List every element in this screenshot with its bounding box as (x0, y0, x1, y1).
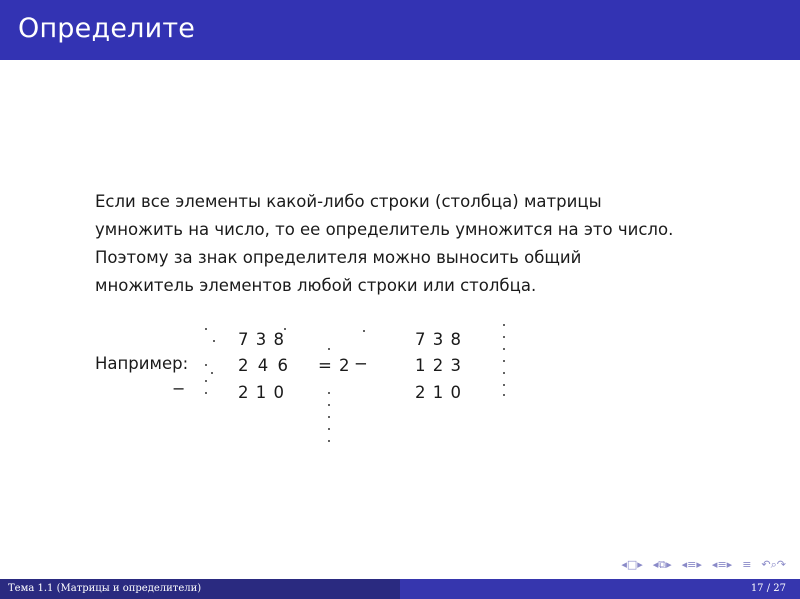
nav-section-prev-icon[interactable]: ◂≡▸ (681, 558, 702, 571)
left-matrix-row: 2 4 6 (238, 356, 289, 375)
equals-sign: = (318, 356, 333, 375)
footer-page-number: 17 / 27 (400, 579, 800, 599)
minus-sign-left: − (172, 379, 186, 398)
determinant-bar-dot (328, 416, 330, 418)
determinant-bar-dot (328, 348, 330, 350)
right-matrix-row: 7 3 8 (415, 330, 462, 349)
left-matrix-row: 2 1 0 (238, 383, 285, 402)
determinant-bar-dot (503, 336, 505, 338)
determinant-bar-dot (213, 340, 215, 342)
right-matrix-row: 1 2 3 (415, 356, 462, 375)
determinant-bar-dot (205, 364, 207, 366)
minus-sign-right: − (354, 354, 369, 373)
example-label: Например: (95, 354, 189, 373)
footer-topic: Тема 1.1 (Матрицы и определители) (0, 579, 400, 599)
nav-search-icon[interactable]: ↶⌕↷ (761, 558, 786, 571)
determinant-bar-dot (328, 428, 330, 430)
determinant-bar-dot (503, 372, 505, 374)
slide-header (0, 0, 800, 60)
determinant-bar-dot (328, 392, 330, 394)
nav-section-next-icon[interactable]: ◂≡▸ (711, 558, 733, 571)
determinant-bar-dot (503, 348, 505, 350)
determinant-bar-dot (211, 372, 213, 374)
slide-footer (0, 579, 800, 599)
paragraph-line: Поэтому за знак определителя можно выносить общий (95, 248, 582, 267)
determinant-bar-dot (328, 404, 330, 406)
nav-subsection-prev-icon[interactable]: ◂⧉▸ (652, 558, 672, 571)
determinant-bar-dot (503, 384, 505, 386)
determinant-bar-dot (328, 440, 330, 442)
determinant-bar-dot (284, 328, 286, 330)
beamer-navigation-bar (621, 558, 786, 572)
paragraph-line: множитель элементов любой строки или столбца. (95, 276, 537, 295)
nav-frame-prev-icon[interactable]: ◂□▸ (621, 558, 643, 571)
scalar-factor: 2 (339, 356, 351, 375)
slide-title: Определите (18, 13, 196, 44)
nav-align-icon[interactable]: ≡ (742, 558, 752, 571)
paragraph-line: Если все элементы какой-либо строки (столбца) матрицы (95, 192, 602, 211)
slide-paragraph (95, 188, 775, 300)
left-matrix-row: 7 3 8 (238, 330, 285, 349)
determinant-bar-dot (503, 360, 505, 362)
determinant-bar-dot (363, 330, 365, 332)
determinant-bar-dot (503, 324, 505, 326)
determinant-bar-dot (205, 392, 207, 394)
determinant-bar-dot (205, 328, 207, 330)
right-matrix-row: 2 1 0 (415, 383, 462, 402)
determinant-bar-dot (503, 394, 505, 396)
determinant-bar-dot (205, 380, 207, 382)
paragraph-line: умножить на число, то ее определитель умножится на это число. (95, 220, 674, 239)
